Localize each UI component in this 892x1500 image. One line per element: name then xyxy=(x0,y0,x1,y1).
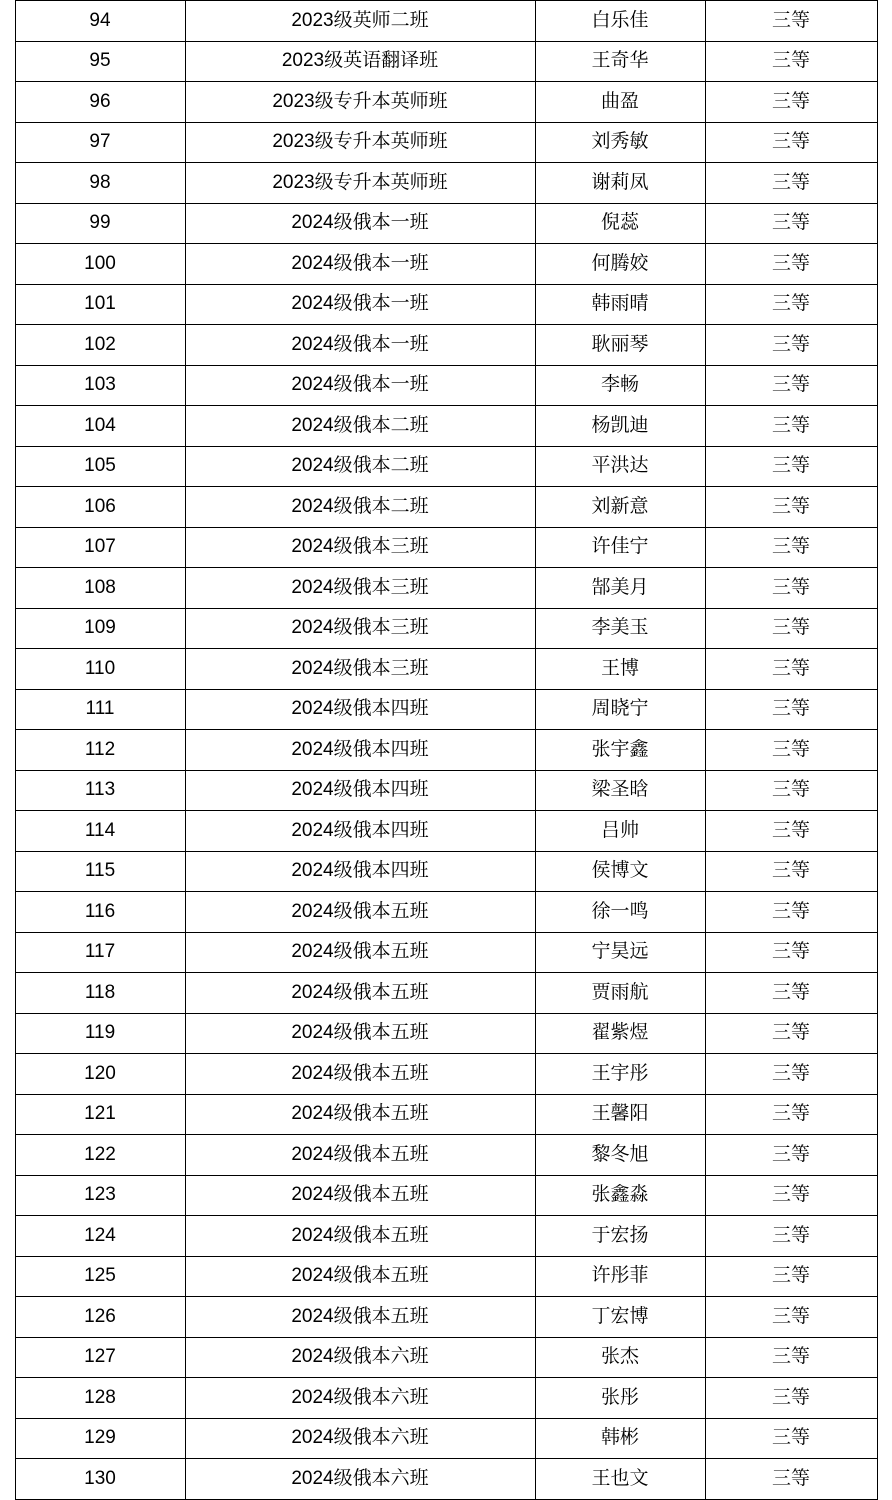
table-row xyxy=(15,41,877,82)
table-row xyxy=(15,244,877,285)
table-row xyxy=(15,649,877,690)
cell-class: 2023级英语翻译班 xyxy=(185,41,535,82)
table-row xyxy=(15,1337,877,1378)
table-row xyxy=(15,1418,877,1459)
cell-student-name: 王博 xyxy=(535,649,705,690)
table-row xyxy=(15,1175,877,1216)
cell-sequence-number: 99 xyxy=(15,203,185,244)
table-row xyxy=(15,203,877,244)
cell-sequence-number: 112 xyxy=(15,730,185,771)
cell-class: 2024级俄本四班 xyxy=(185,811,535,852)
cell-sequence-number: 130 xyxy=(15,1459,185,1500)
cell-class: 2024级俄本五班 xyxy=(185,892,535,933)
cell-class: 2024级俄本六班 xyxy=(185,1459,535,1500)
cell-sequence-number: 107 xyxy=(15,527,185,568)
table-row xyxy=(15,446,877,487)
cell-award-level: 三等 xyxy=(705,406,877,447)
cell-award-level: 三等 xyxy=(705,1256,877,1297)
cell-student-name: 吕帅 xyxy=(535,811,705,852)
table-row xyxy=(15,1,877,42)
cell-class: 2023级专升本英师班 xyxy=(185,163,535,204)
cell-sequence-number: 123 xyxy=(15,1175,185,1216)
cell-class: 2024级俄本五班 xyxy=(185,1216,535,1257)
cell-class: 2023级专升本英师班 xyxy=(185,82,535,123)
cell-award-level: 三等 xyxy=(705,446,877,487)
cell-class: 2024级俄本五班 xyxy=(185,1175,535,1216)
table-row xyxy=(15,1054,877,1095)
cell-sequence-number: 125 xyxy=(15,1256,185,1297)
cell-award-level: 三等 xyxy=(705,122,877,163)
cell-award-level: 三等 xyxy=(705,284,877,325)
cell-student-name: 韩彬 xyxy=(535,1418,705,1459)
cell-award-level: 三等 xyxy=(705,163,877,204)
cell-class: 2024级俄本一班 xyxy=(185,325,535,366)
table-body xyxy=(15,1,877,1500)
cell-class: 2024级俄本五班 xyxy=(185,1297,535,1338)
cell-sequence-number: 100 xyxy=(15,244,185,285)
cell-sequence-number: 121 xyxy=(15,1094,185,1135)
cell-class: 2024级俄本二班 xyxy=(185,487,535,528)
cell-award-level: 三等 xyxy=(705,1,877,42)
cell-sequence-number: 122 xyxy=(15,1135,185,1176)
cell-sequence-number: 98 xyxy=(15,163,185,204)
cell-student-name: 谢莉凤 xyxy=(535,163,705,204)
cell-student-name: 耿丽琴 xyxy=(535,325,705,366)
cell-award-level: 三等 xyxy=(705,1418,877,1459)
table-row xyxy=(15,1094,877,1135)
cell-sequence-number: 126 xyxy=(15,1297,185,1338)
cell-award-level: 三等 xyxy=(705,1054,877,1095)
cell-sequence-number: 128 xyxy=(15,1378,185,1419)
cell-sequence-number: 116 xyxy=(15,892,185,933)
cell-sequence-number: 111 xyxy=(15,689,185,730)
cell-student-name: 白乐佳 xyxy=(535,1,705,42)
table-row xyxy=(15,284,877,325)
cell-award-level: 三等 xyxy=(705,932,877,973)
cell-class: 2024级俄本五班 xyxy=(185,1094,535,1135)
cell-student-name: 丁宏博 xyxy=(535,1297,705,1338)
cell-award-level: 三等 xyxy=(705,770,877,811)
cell-sequence-number: 105 xyxy=(15,446,185,487)
table-row xyxy=(15,325,877,366)
cell-class: 2024级俄本五班 xyxy=(185,1054,535,1095)
cell-award-level: 三等 xyxy=(705,1378,877,1419)
cell-class: 2024级俄本一班 xyxy=(185,244,535,285)
cell-student-name: 王宇彤 xyxy=(535,1054,705,1095)
table-row xyxy=(15,1378,877,1419)
cell-award-level: 三等 xyxy=(705,1337,877,1378)
cell-student-name: 韩雨晴 xyxy=(535,284,705,325)
cell-student-name: 张杰 xyxy=(535,1337,705,1378)
cell-class: 2024级俄本四班 xyxy=(185,851,535,892)
cell-award-level: 三等 xyxy=(705,1135,877,1176)
cell-student-name: 何腾姣 xyxy=(535,244,705,285)
cell-student-name: 平洪达 xyxy=(535,446,705,487)
table-row xyxy=(15,973,877,1014)
cell-class: 2024级俄本六班 xyxy=(185,1337,535,1378)
cell-sequence-number: 94 xyxy=(15,1,185,42)
cell-student-name: 张宇鑫 xyxy=(535,730,705,771)
cell-sequence-number: 101 xyxy=(15,284,185,325)
cell-student-name: 杨凯迪 xyxy=(535,406,705,447)
cell-student-name: 于宏扬 xyxy=(535,1216,705,1257)
table-row xyxy=(15,1216,877,1257)
cell-class: 2023级英师二班 xyxy=(185,1,535,42)
table-row xyxy=(15,811,877,852)
cell-award-level: 三等 xyxy=(705,1297,877,1338)
cell-sequence-number: 113 xyxy=(15,770,185,811)
cell-class: 2024级俄本二班 xyxy=(185,446,535,487)
cell-class: 2024级俄本六班 xyxy=(185,1418,535,1459)
cell-student-name: 许彤菲 xyxy=(535,1256,705,1297)
table-row xyxy=(15,406,877,447)
table-row xyxy=(15,487,877,528)
cell-award-level: 三等 xyxy=(705,1175,877,1216)
table-row xyxy=(15,568,877,609)
cell-student-name: 刘新意 xyxy=(535,487,705,528)
cell-class: 2024级俄本一班 xyxy=(185,365,535,406)
cell-award-level: 三等 xyxy=(705,487,877,528)
cell-student-name: 刘秀敏 xyxy=(535,122,705,163)
cell-sequence-number: 102 xyxy=(15,325,185,366)
cell-class: 2024级俄本三班 xyxy=(185,608,535,649)
table-row xyxy=(15,1297,877,1338)
cell-sequence-number: 115 xyxy=(15,851,185,892)
cell-class: 2024级俄本四班 xyxy=(185,770,535,811)
cell-sequence-number: 104 xyxy=(15,406,185,447)
cell-class: 2024级俄本五班 xyxy=(185,1013,535,1054)
table-row xyxy=(15,892,877,933)
cell-student-name: 梁圣晗 xyxy=(535,770,705,811)
table-row xyxy=(15,689,877,730)
cell-student-name: 郜美月 xyxy=(535,568,705,609)
cell-student-name: 王奇华 xyxy=(535,41,705,82)
cell-sequence-number: 118 xyxy=(15,973,185,1014)
cell-sequence-number: 96 xyxy=(15,82,185,123)
cell-sequence-number: 120 xyxy=(15,1054,185,1095)
table-row xyxy=(15,770,877,811)
cell-class: 2024级俄本五班 xyxy=(185,932,535,973)
cell-student-name: 黎冬旭 xyxy=(535,1135,705,1176)
table-row xyxy=(15,82,877,123)
table-row xyxy=(15,932,877,973)
cell-student-name: 宁昊远 xyxy=(535,932,705,973)
cell-student-name: 张鑫淼 xyxy=(535,1175,705,1216)
cell-sequence-number: 106 xyxy=(15,487,185,528)
cell-sequence-number: 95 xyxy=(15,41,185,82)
cell-class: 2023级专升本英师班 xyxy=(185,122,535,163)
cell-award-level: 三等 xyxy=(705,689,877,730)
table-row xyxy=(15,851,877,892)
cell-award-level: 三等 xyxy=(705,365,877,406)
table-row xyxy=(15,1135,877,1176)
cell-award-level: 三等 xyxy=(705,1013,877,1054)
cell-award-level: 三等 xyxy=(705,1216,877,1257)
cell-class: 2024级俄本四班 xyxy=(185,730,535,771)
cell-sequence-number: 124 xyxy=(15,1216,185,1257)
cell-class: 2024级俄本三班 xyxy=(185,568,535,609)
cell-award-level: 三等 xyxy=(705,1459,877,1500)
table-row xyxy=(15,1256,877,1297)
cell-award-level: 三等 xyxy=(705,730,877,771)
cell-class: 2024级俄本五班 xyxy=(185,973,535,1014)
cell-sequence-number: 103 xyxy=(15,365,185,406)
cell-sequence-number: 110 xyxy=(15,649,185,690)
cell-class: 2024级俄本五班 xyxy=(185,1256,535,1297)
table-row xyxy=(15,365,877,406)
cell-student-name: 周晓宁 xyxy=(535,689,705,730)
table-row xyxy=(15,1013,877,1054)
cell-student-name: 贾雨航 xyxy=(535,973,705,1014)
cell-student-name: 李畅 xyxy=(535,365,705,406)
table-row xyxy=(15,122,877,163)
cell-student-name: 王馨阳 xyxy=(535,1094,705,1135)
cell-award-level: 三等 xyxy=(705,244,877,285)
cell-student-name: 李美玉 xyxy=(535,608,705,649)
cell-class: 2024级俄本五班 xyxy=(185,1135,535,1176)
cell-sequence-number: 108 xyxy=(15,568,185,609)
cell-award-level: 三等 xyxy=(705,973,877,1014)
table-row xyxy=(15,527,877,568)
cell-class: 2024级俄本四班 xyxy=(185,689,535,730)
table-row xyxy=(15,608,877,649)
cell-student-name: 侯博文 xyxy=(535,851,705,892)
cell-student-name: 曲盈 xyxy=(535,82,705,123)
cell-student-name: 张彤 xyxy=(535,1378,705,1419)
cell-class: 2024级俄本二班 xyxy=(185,406,535,447)
cell-award-level: 三等 xyxy=(705,811,877,852)
cell-sequence-number: 97 xyxy=(15,122,185,163)
cell-sequence-number: 119 xyxy=(15,1013,185,1054)
cell-student-name: 倪蕊 xyxy=(535,203,705,244)
award-list-table xyxy=(15,0,878,1500)
cell-sequence-number: 117 xyxy=(15,932,185,973)
table-row xyxy=(15,1459,877,1500)
cell-award-level: 三等 xyxy=(705,892,877,933)
cell-award-level: 三等 xyxy=(705,41,877,82)
cell-sequence-number: 129 xyxy=(15,1418,185,1459)
cell-student-name: 王也文 xyxy=(535,1459,705,1500)
cell-student-name: 许佳宁 xyxy=(535,527,705,568)
cell-class: 2024级俄本三班 xyxy=(185,527,535,568)
cell-award-level: 三等 xyxy=(705,851,877,892)
cell-award-level: 三等 xyxy=(705,568,877,609)
cell-class: 2024级俄本一班 xyxy=(185,284,535,325)
cell-student-name: 翟紫煜 xyxy=(535,1013,705,1054)
cell-award-level: 三等 xyxy=(705,325,877,366)
cell-class: 2024级俄本六班 xyxy=(185,1378,535,1419)
table-row xyxy=(15,730,877,771)
cell-award-level: 三等 xyxy=(705,203,877,244)
table-row xyxy=(15,163,877,204)
cell-award-level: 三等 xyxy=(705,82,877,123)
cell-sequence-number: 127 xyxy=(15,1337,185,1378)
cell-award-level: 三等 xyxy=(705,1094,877,1135)
cell-award-level: 三等 xyxy=(705,527,877,568)
cell-class: 2024级俄本三班 xyxy=(185,649,535,690)
cell-sequence-number: 109 xyxy=(15,608,185,649)
cell-class: 2024级俄本一班 xyxy=(185,203,535,244)
cell-award-level: 三等 xyxy=(705,649,877,690)
cell-award-level: 三等 xyxy=(705,608,877,649)
cell-sequence-number: 114 xyxy=(15,811,185,852)
cell-student-name: 徐一鸣 xyxy=(535,892,705,933)
